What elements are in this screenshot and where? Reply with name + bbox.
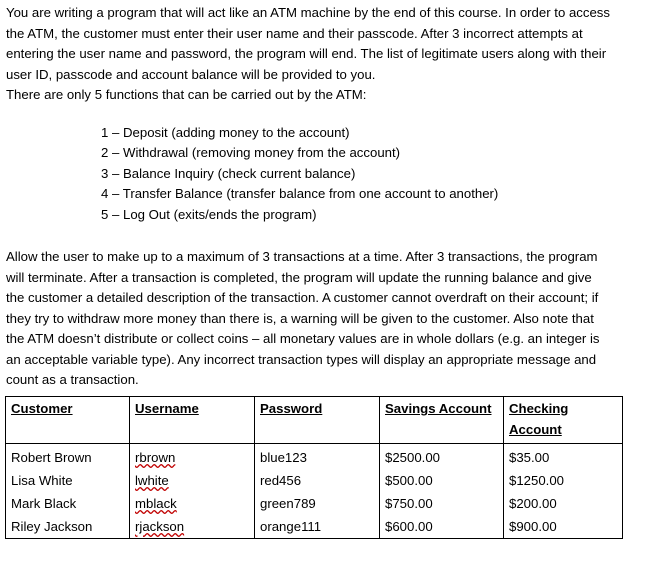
- cell-checking: $200.00: [504, 492, 623, 515]
- header-checking-line1: Checking: [509, 401, 569, 416]
- function-item-deposit: 1 – Deposit (adding money to the account): [101, 124, 350, 140]
- table-row: [6, 515, 623, 539]
- username-text: rbrown: [135, 450, 176, 465]
- intro-paragraph: [6, 3, 646, 106]
- users-table: [5, 396, 623, 539]
- cell-checking: $1250.00: [504, 469, 623, 492]
- cell-username: [130, 515, 255, 539]
- intro-line: the ATM, the customer must enter their user name and their passcode. After 3 incorrect attempts at: [6, 25, 583, 41]
- function-item-log-out: 5 – Log Out (exits/ends the program): [101, 206, 317, 222]
- rules-line: they try to withdraw more money than there is, a warning will be given to the customer. Also note that: [6, 310, 594, 326]
- table-row: [6, 469, 623, 492]
- intro-line: entering the user name and password, the program will end. The list of legitimate users along with their: [6, 46, 607, 61]
- cell-checking: $35.00: [504, 444, 623, 470]
- header-checking-line2: Account: [509, 422, 562, 437]
- cell-username: [130, 469, 255, 492]
- header-customer: Customer: [6, 397, 130, 444]
- intro-line: There are only 5 functions that can be carried out by the ATM:: [6, 87, 367, 102]
- cell-customer: Robert Brown: [6, 444, 130, 470]
- cell-password: red456: [255, 469, 380, 492]
- username-text: lwhite: [135, 473, 169, 488]
- cell-savings: $600.00: [380, 515, 504, 539]
- username-text: rjackson: [135, 519, 185, 534]
- cell-savings: $2500.00: [380, 444, 504, 470]
- rules-line: the customer a detailed description of the transaction. A customer cannot overdraft on their account; if: [6, 290, 599, 305]
- function-item-balance-inquiry: 3 – Balance Inquiry (check current balance): [101, 165, 356, 181]
- function-item-transfer-balance: 4 – Transfer Balance (transfer balance from one account to another): [101, 186, 499, 201]
- table-header-row: [6, 397, 623, 444]
- document-page: [6, 3, 646, 391]
- rules-paragraph: [6, 247, 646, 391]
- cell-savings: $750.00: [380, 492, 504, 515]
- atm-functions-list: [101, 123, 646, 226]
- cell-checking: $900.00: [504, 515, 623, 539]
- cell-password: orange111: [255, 515, 380, 539]
- table-row: [6, 444, 623, 470]
- cell-username: [130, 444, 255, 470]
- cell-customer: Mark Black: [6, 492, 130, 515]
- rules-line: the ATM doesn’t distribute or collect coins – all monetary values are in whole dollars (e.g. an integer is: [6, 331, 600, 346]
- cell-password: blue123: [255, 444, 380, 470]
- cell-username: [130, 492, 255, 515]
- header-savings-account: Savings Account: [380, 397, 504, 444]
- table-row: [6, 492, 623, 515]
- header-username: Username: [130, 397, 255, 444]
- cell-customer: Lisa White: [6, 469, 130, 492]
- intro-line: user ID, passcode and account balance will be provided to you.: [6, 66, 376, 82]
- function-item-withdrawal: 2 – Withdrawal (removing money from the account): [101, 145, 401, 160]
- rules-line: Allow the user to make up to a maximum of 3 transactions at a time. After 3 transactions, the program: [6, 249, 598, 264]
- username-text: mblack: [135, 496, 177, 511]
- rules-line: will terminate. After a transaction is completed, the program will update the running balance and give: [6, 269, 592, 285]
- cell-password: green789: [255, 492, 380, 515]
- intro-line: You are writing a program that will act like an ATM machine by the end of this course. In order to access: [6, 5, 610, 20]
- cell-savings: $500.00: [380, 469, 504, 492]
- header-password: Password: [255, 397, 380, 444]
- cell-customer: Riley Jackson: [6, 515, 130, 539]
- rules-line: count as a transaction.: [6, 372, 139, 387]
- header-checking-account: [504, 397, 623, 444]
- rules-line: an acceptable variable type). Any incorrect transaction types will display an appropriate message and: [6, 351, 597, 367]
